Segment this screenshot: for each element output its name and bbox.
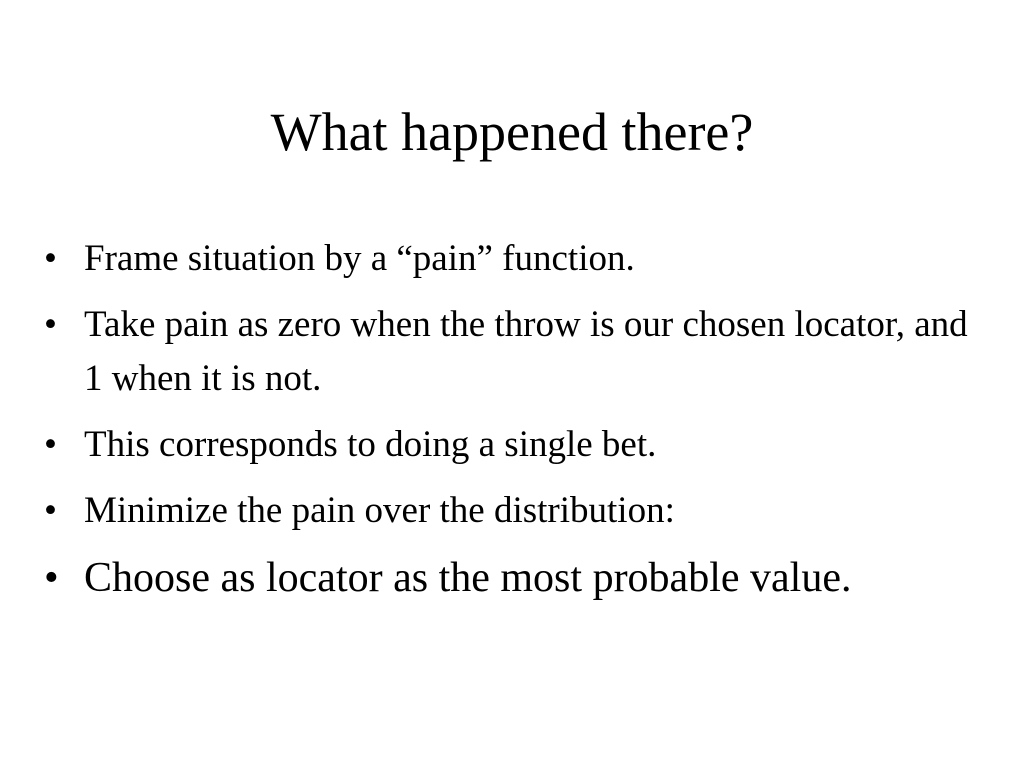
bullet-list xyxy=(44,232,984,619)
bullet-item xyxy=(44,298,984,406)
bullet-text: Frame situation by a “pain” function. xyxy=(84,238,635,279)
bullet-dot-icon: • xyxy=(44,238,57,279)
bullet-text: Choose as locator as the most probable value. xyxy=(84,555,852,601)
bullet-item xyxy=(44,550,984,607)
bullet-text: Take pain as zero when the throw is our chosen locator, and 1 when it is not. xyxy=(84,304,968,399)
bullet-item xyxy=(44,418,984,472)
bullet-text: This corresponds to doing a single bet. xyxy=(84,424,657,465)
bullet-item xyxy=(44,484,984,538)
bullet-dot-icon: • xyxy=(44,304,57,345)
bullet-item xyxy=(44,232,984,286)
bullet-dot-icon: • xyxy=(44,424,57,465)
bullet-dot-icon: • xyxy=(44,490,57,531)
slide-title: What happened there? xyxy=(270,102,754,162)
bullet-text: Minimize the pain over the distribution: xyxy=(84,490,675,531)
bullet-dot-icon: • xyxy=(44,555,59,601)
